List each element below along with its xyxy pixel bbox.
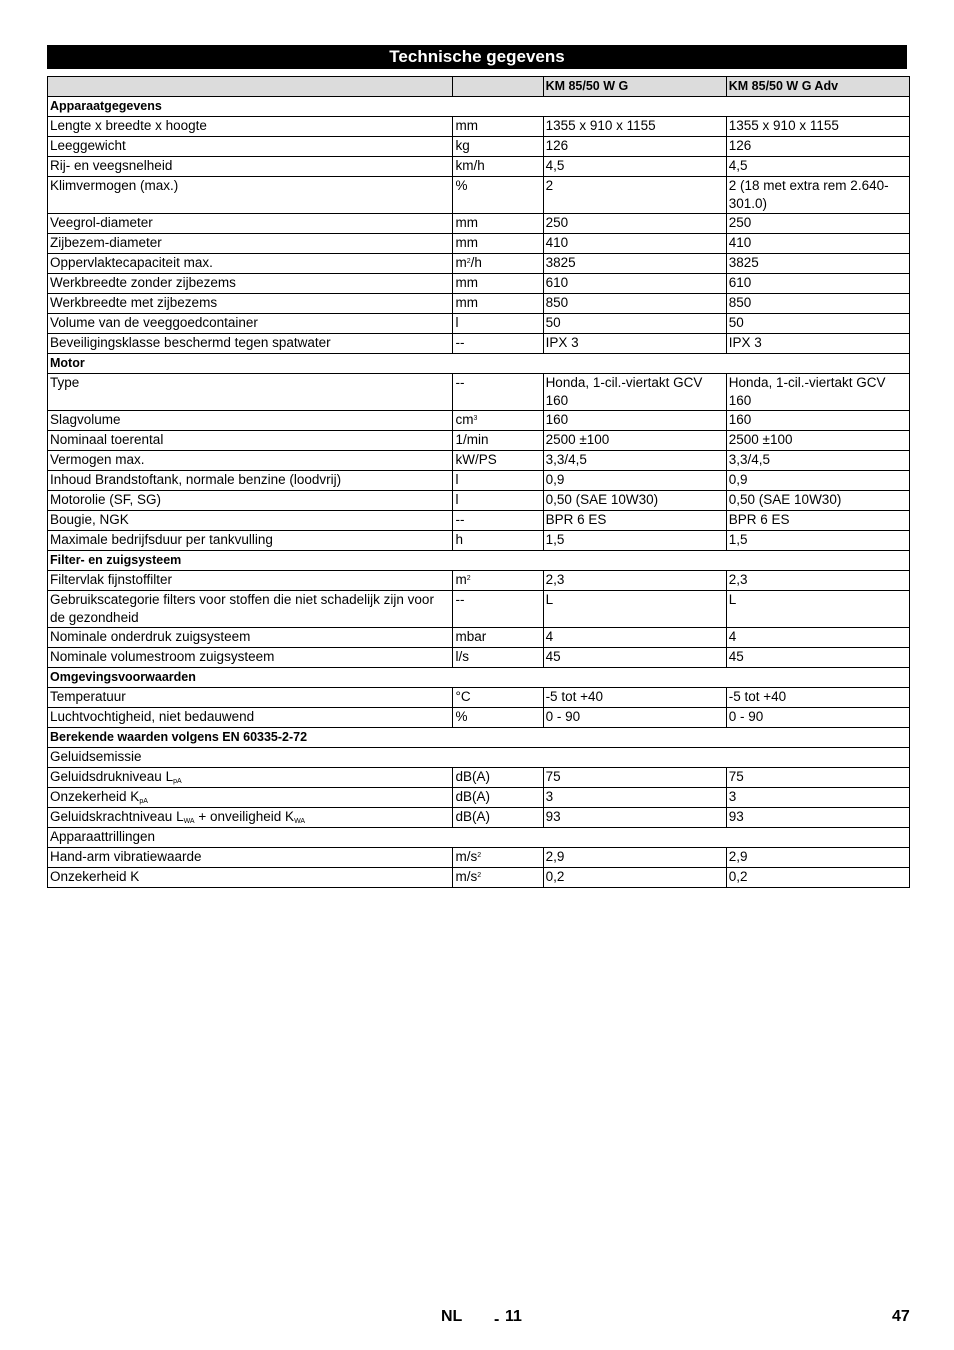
value-cell: IPX 3: [543, 334, 726, 354]
value-cell: 2: [543, 177, 726, 214]
param-cell: Rij- en veegsnelheid: [48, 157, 453, 177]
table-row: [48, 491, 910, 511]
table-row: [48, 628, 910, 648]
value-cell: 2 (18 met extra rem 2.640-301.0): [726, 177, 909, 214]
table-row: [48, 254, 910, 274]
unit-cell: $m/s^2$: [453, 848, 543, 868]
table-header-row: [48, 77, 910, 97]
value-cell: 160: [726, 411, 909, 431]
unit-cell: mm: [453, 117, 543, 137]
table-row: [48, 374, 910, 411]
section-title: Omgevingsvoorwaarden: [48, 668, 910, 688]
param-cell: Werkbreedte zonder zijbezems: [48, 274, 453, 294]
header-model-1: KM 85/50 W G: [543, 77, 726, 97]
value-cell: Honda, 1-cil.-viertakt GCV 160: [543, 374, 726, 411]
value-cell: 75: [726, 768, 909, 788]
value-cell: 45: [543, 648, 726, 668]
value-cell: 1355 x 910 x 1155: [726, 117, 909, 137]
unit-cell: $m^2$: [453, 571, 543, 591]
param-subscript: pA: [139, 798, 148, 805]
footer-section-page: 11: [505, 1308, 522, 1325]
param-cell: Zijbezem-diameter: [48, 234, 453, 254]
value-cell: 3: [543, 788, 726, 808]
footer-language: NL: [441, 1308, 463, 1325]
value-cell: 1,5: [543, 531, 726, 551]
value-cell: 850: [726, 294, 909, 314]
value-cell: 2,3: [726, 571, 909, 591]
unit-cell: mbar: [453, 628, 543, 648]
section-title: Apparaatgegevens: [48, 97, 910, 117]
specs-table-body: [48, 77, 910, 888]
param-main: Geluidsdrukniveau L: [50, 769, 174, 784]
param-subscript: WA: [294, 818, 306, 825]
value-cell: 250: [543, 214, 726, 234]
table-row: [48, 157, 910, 177]
param-cell: Temperatuur: [48, 688, 453, 708]
param-cell: Slagvolume: [48, 411, 453, 431]
value-cell: 1,5: [726, 531, 909, 551]
footer-page-number: 47: [892, 1308, 910, 1325]
param-cell: Filtervlak fijnstoffilter: [48, 571, 453, 591]
value-cell: 2,9: [543, 848, 726, 868]
param-cell: Lengte x breedte x hoogte: [48, 117, 453, 137]
value-cell: 410: [726, 234, 909, 254]
table-row: [48, 274, 910, 294]
value-cell: 45: [726, 648, 909, 668]
table-row: [48, 531, 910, 551]
value-cell: 0 - 90: [726, 708, 909, 728]
param-cell: [48, 788, 453, 808]
param-cell: Veegrol-diameter: [48, 214, 453, 234]
table-row: [48, 688, 910, 708]
table-row: [48, 471, 910, 491]
section-title: Motor: [48, 354, 910, 374]
value-cell: L: [543, 591, 726, 628]
value-cell: 3825: [726, 254, 909, 274]
value-cell: 0,2: [726, 868, 909, 888]
value-cell: 93: [543, 808, 726, 828]
unit-cell: kg: [453, 137, 543, 157]
param-cell: Volume van de veeggoedcontainer: [48, 314, 453, 334]
value-cell: 4: [543, 628, 726, 648]
unit-cell: dB(A): [453, 768, 543, 788]
section-title: Filter- en zuigsysteem: [48, 551, 910, 571]
subgroup-row: [48, 748, 910, 768]
table-row: [48, 431, 910, 451]
param-mid: + onveiligheid K: [194, 809, 295, 824]
value-cell: 126: [543, 137, 726, 157]
table-row: [48, 788, 910, 808]
param-cell: Nominaal toerental: [48, 431, 453, 451]
value-cell: 0,9: [726, 471, 909, 491]
table-row: [48, 808, 910, 828]
value-cell: 2500 ±100: [543, 431, 726, 451]
unit-cell: dB(A): [453, 808, 543, 828]
table-row: [48, 571, 910, 591]
value-cell: L: [726, 591, 909, 628]
unit-cell: mm: [453, 234, 543, 254]
param-subscript: WA: [183, 818, 195, 825]
unit-cell: mm: [453, 294, 543, 314]
table-row: [48, 591, 910, 628]
page-title: Technische gegevens: [47, 45, 907, 69]
value-cell: -5 tot +40: [543, 688, 726, 708]
unit-cell: mm: [453, 274, 543, 294]
value-cell: 2,3: [543, 571, 726, 591]
value-cell: 3,3/4,5: [726, 451, 909, 471]
subgroup-title: Apparaattrillingen: [48, 828, 910, 848]
param-cell: Nominale volumestroom zuigsysteem: [48, 648, 453, 668]
param-cell: [48, 808, 453, 828]
footer-dash: -: [494, 1311, 500, 1328]
param-cell: Leeggewicht: [48, 137, 453, 157]
value-cell: 50: [726, 314, 909, 334]
header-model-2: KM 85/50 W G Adv: [726, 77, 909, 97]
param-cell: Oppervlaktecapaciteit max.: [48, 254, 453, 274]
unit-cell: 1/min: [453, 431, 543, 451]
param-cell: Luchtvochtigheid, niet bedauwend: [48, 708, 453, 728]
param-cell: [48, 768, 453, 788]
unit-cell: $m^2/h$: [453, 254, 543, 274]
specs-table: [47, 76, 910, 888]
unit-cell: l: [453, 491, 543, 511]
value-cell: 0,2: [543, 868, 726, 888]
param-cell: Motorolie (SF, SG): [48, 491, 453, 511]
param-main: Geluidskrachtniveau L: [50, 809, 184, 824]
value-cell: Honda, 1-cil.-viertakt GCV 160: [726, 374, 909, 411]
value-cell: 0,9: [543, 471, 726, 491]
param-cell: Bougie, NGK: [48, 511, 453, 531]
header-param: [48, 77, 453, 97]
value-cell: IPX 3: [726, 334, 909, 354]
param-cell: Werkbreedte met zijbezems: [48, 294, 453, 314]
value-cell: 4,5: [543, 157, 726, 177]
table-row: [48, 648, 910, 668]
value-cell: 4: [726, 628, 909, 648]
value-cell: 250: [726, 214, 909, 234]
section-row: [48, 728, 910, 748]
unit-cell: --: [453, 591, 543, 628]
table-row: [48, 848, 910, 868]
value-cell: 4,5: [726, 157, 909, 177]
table-row: [48, 117, 910, 137]
param-cell: Gebruikscategorie filters voor stoffen die niet schadelijk zijn voor de gezondheid: [48, 591, 453, 628]
value-cell: 2500 ±100: [726, 431, 909, 451]
unit-cell: --: [453, 374, 543, 411]
param-cell: Beveiligingsklasse beschermd tegen spatwater: [48, 334, 453, 354]
value-cell: 0,50 (SAE 10W30): [543, 491, 726, 511]
value-cell: 126: [726, 137, 909, 157]
table-row: [48, 177, 910, 214]
value-cell: BPR 6 ES: [543, 511, 726, 531]
value-cell: 410: [543, 234, 726, 254]
value-cell: -5 tot +40: [726, 688, 909, 708]
value-cell: 0 - 90: [543, 708, 726, 728]
unit-cell: --: [453, 511, 543, 531]
param-main: Onzekerheid K: [50, 789, 140, 804]
value-cell: 50: [543, 314, 726, 334]
table-row: [48, 708, 910, 728]
table-row: [48, 768, 910, 788]
param-cell: Klimvermogen (max.): [48, 177, 453, 214]
value-cell: 160: [543, 411, 726, 431]
value-cell: 1355 x 910 x 1155: [543, 117, 726, 137]
table-row: [48, 234, 910, 254]
param-cell: Maximale bedrijfsduur per tankvulling: [48, 531, 453, 551]
unit-cell: --: [453, 334, 543, 354]
subgroup-row: [48, 828, 910, 848]
table-row: [48, 511, 910, 531]
value-cell: BPR 6 ES: [726, 511, 909, 531]
table-row: [48, 334, 910, 354]
section-row: [48, 668, 910, 688]
unit-cell: $cm^3$: [453, 411, 543, 431]
value-cell: 3: [726, 788, 909, 808]
unit-cell: $m/s^2$: [453, 868, 543, 888]
value-cell: 93: [726, 808, 909, 828]
table-row: [48, 411, 910, 431]
subgroup-title: Geluidsemissie: [48, 748, 910, 768]
value-cell: 2,9: [726, 848, 909, 868]
unit-cell: %: [453, 708, 543, 728]
unit-cell: kW/PS: [453, 451, 543, 471]
value-cell: 610: [543, 274, 726, 294]
table-row: [48, 294, 910, 314]
value-cell: 3825: [543, 254, 726, 274]
value-cell: 0,50 (SAE 10W30): [726, 491, 909, 511]
table-row: [48, 214, 910, 234]
unit-cell: dB(A): [453, 788, 543, 808]
unit-cell: mm: [453, 214, 543, 234]
unit-cell: km/h: [453, 157, 543, 177]
param-cell: Inhoud Brandstoftank, normale benzine (loodvrij): [48, 471, 453, 491]
param-cell: Hand-arm vibratiewaarde: [48, 848, 453, 868]
unit-cell: h: [453, 531, 543, 551]
value-cell: 3,3/4,5: [543, 451, 726, 471]
section-row: [48, 354, 910, 374]
param-cell: Type: [48, 374, 453, 411]
value-cell: 850: [543, 294, 726, 314]
value-cell: 75: [543, 768, 726, 788]
unit-cell: %: [453, 177, 543, 214]
value-cell: 610: [726, 274, 909, 294]
section-row: [48, 551, 910, 571]
unit-cell: l: [453, 471, 543, 491]
unit-cell: l/s: [453, 648, 543, 668]
param-cell: Onzekerheid K: [48, 868, 453, 888]
section-title: Berekende waarden volgens EN 60335-2-72: [48, 728, 910, 748]
param-cell: Nominale onderdruk zuigsysteem: [48, 628, 453, 648]
param-subscript: pA: [173, 778, 182, 785]
table-row: [48, 451, 910, 471]
unit-cell: °C: [453, 688, 543, 708]
section-row: [48, 97, 910, 117]
unit-cell: l: [453, 314, 543, 334]
table-row: [48, 137, 910, 157]
param-cell: Vermogen max.: [48, 451, 453, 471]
header-unit: [453, 77, 543, 97]
table-row: [48, 868, 910, 888]
table-row: [48, 314, 910, 334]
